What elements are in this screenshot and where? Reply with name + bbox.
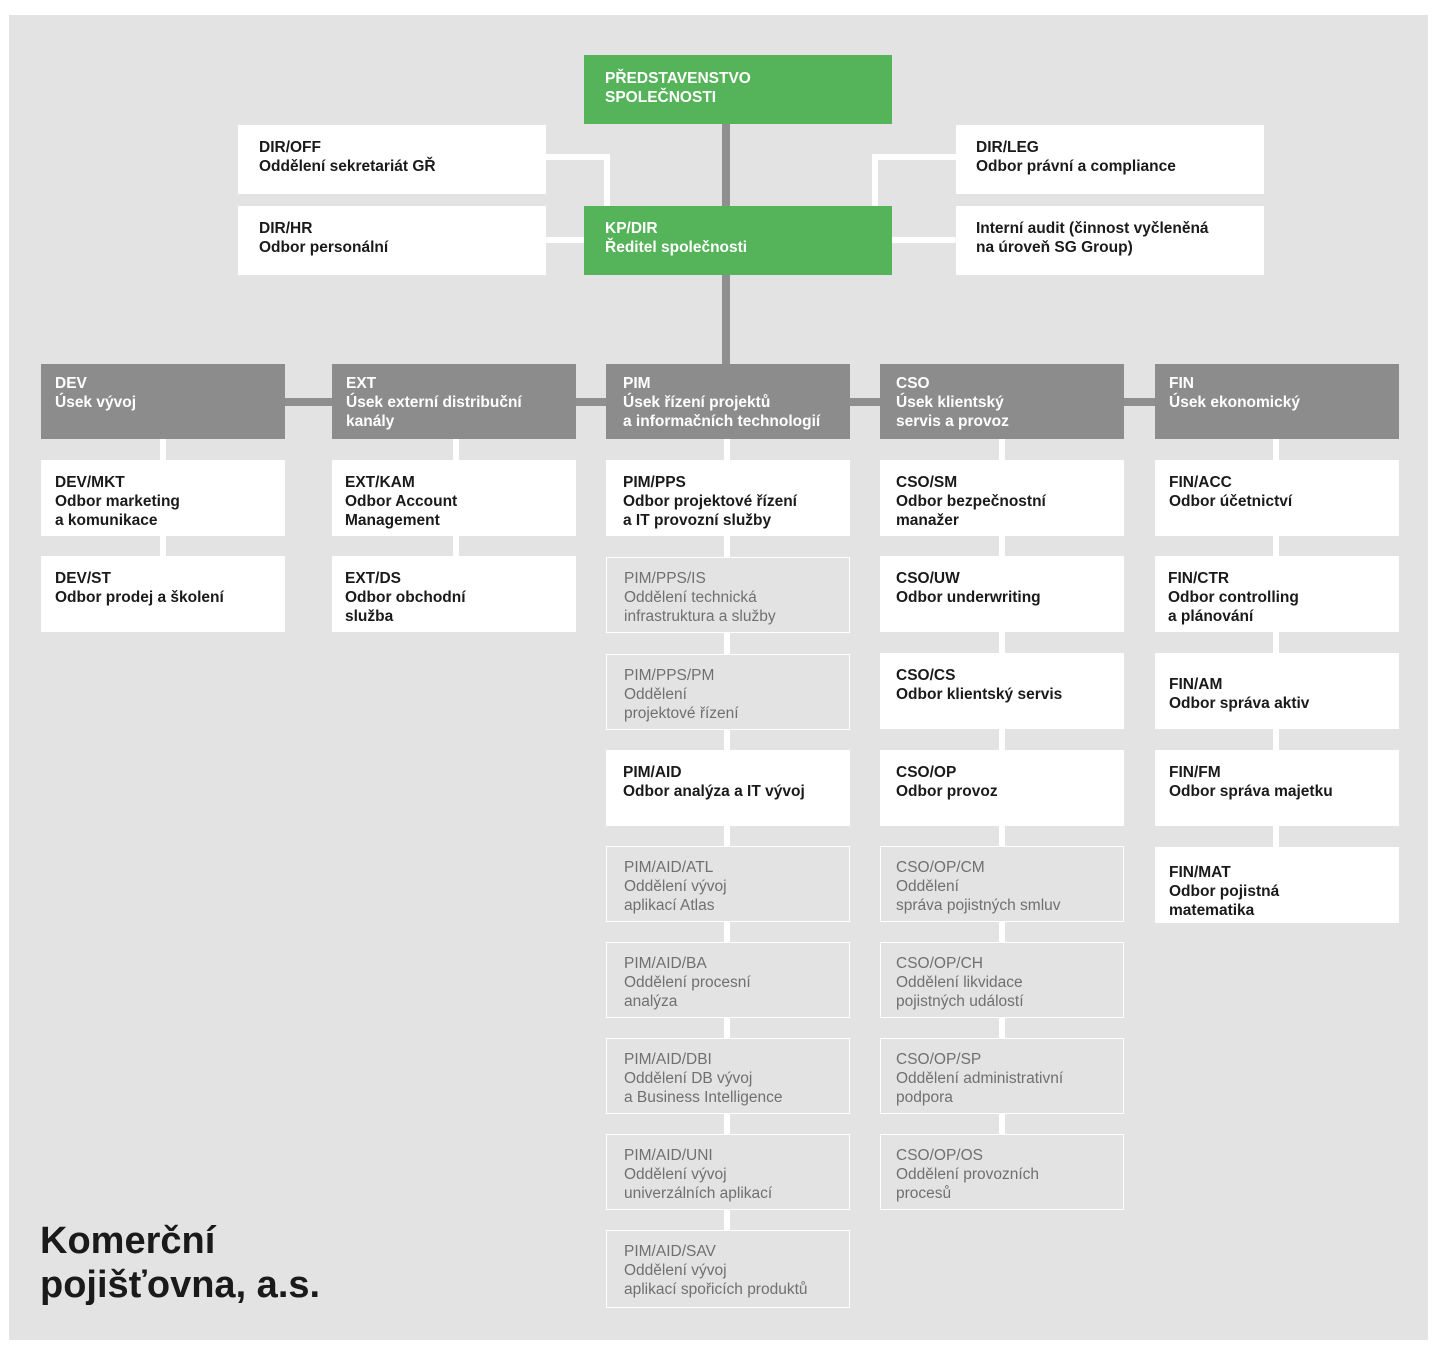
unit-fin-acc (1155, 460, 1399, 536)
dir-hr-name: Odbor personální (259, 239, 389, 256)
unit-name: Oddělení vývoj (624, 1166, 727, 1183)
board-title-line-1: PŘEDSTAVENSTVO (605, 70, 751, 87)
division-cso-code: CSO (896, 375, 930, 392)
unit-code: FIN/AM (1169, 676, 1223, 693)
unit-name: Odbor controlling (1168, 589, 1299, 606)
unit-name: Oddělení (624, 686, 687, 703)
unit-fin-ctr (1155, 556, 1399, 632)
unit-name: Odbor správa aktiv (1169, 695, 1310, 712)
director-code: KP/DIR (605, 220, 658, 237)
connector-dir-off-v (604, 154, 610, 206)
division-fin-code: FIN (1169, 375, 1194, 392)
connector-director-divisions (722, 275, 730, 365)
unit-dev-mkt (41, 460, 285, 536)
unit-cso-op-sp (880, 1038, 1124, 1114)
unit-name-2: a komunikace (55, 512, 158, 529)
dir-hr-box (238, 206, 546, 275)
dir-leg-code: DIR/LEG (976, 139, 1039, 156)
unit-name: Oddělení likvidace (896, 974, 1023, 991)
unit-pim-aid (606, 750, 850, 826)
division-fin-box (1155, 364, 1399, 439)
unit-ext-ds (332, 556, 576, 632)
unit-pim-pps (606, 460, 850, 536)
division-dev-name: Úsek vývoj (55, 394, 136, 411)
unit-name-2: aplikací Atlas (624, 897, 715, 914)
unit-name: Odbor pojistná (1169, 883, 1280, 900)
division-pim-name-2: a informačních technologií (623, 413, 821, 430)
unit-name-2: a IT provozní služby (623, 512, 772, 529)
unit-code: CSO/OP/OS (896, 1147, 983, 1164)
unit-name: Odbor provoz (896, 783, 998, 800)
unit-code: CSO/OP (896, 764, 957, 781)
division-fin-name: Úsek ekonomický (1169, 394, 1300, 411)
unit-name: Odbor správa majetku (1169, 783, 1333, 800)
division-cso-name-2: servis a provoz (896, 413, 1009, 430)
division-pim-name: Úsek řízení projektů (623, 394, 771, 411)
unit-fin-mat (1155, 847, 1399, 923)
unit-name: Oddělení procesní (624, 974, 751, 991)
division-ext-name: Úsek externí distribuční (346, 394, 522, 411)
unit-cso-op-os (880, 1134, 1124, 1210)
unit-code: CSO/OP/SP (896, 1051, 982, 1068)
division-cso-name: Úsek klientský (896, 394, 1004, 411)
unit-code: FIN/FM (1169, 764, 1221, 781)
unit-pim-aid-dbi (606, 1038, 850, 1114)
unit-pim-pps-pm (606, 654, 850, 730)
division-dev-code: DEV (55, 375, 87, 392)
unit-name-2: procesů (896, 1185, 952, 1202)
unit-name-2: podpora (896, 1089, 953, 1106)
unit-code: FIN/CTR (1168, 570, 1230, 587)
unit-fin-am (1155, 653, 1399, 729)
unit-code: EXT/KAM (345, 474, 415, 491)
board-of-directors-box (584, 55, 892, 124)
connector-dir-hr (546, 237, 586, 243)
unit-code: PIM/AID/DBI (624, 1051, 712, 1068)
unit-pim-pps-is (606, 557, 850, 633)
unit-name-2: infrastruktura a služby (624, 608, 776, 625)
unit-name-2: služba (345, 608, 394, 625)
unit-name: Odbor analýza a IT vývoj (623, 783, 805, 800)
division-ext-name-2: kanály (346, 413, 395, 430)
unit-name-2: pojistných událostí (896, 993, 1024, 1010)
unit-code: DEV/MKT (55, 474, 125, 491)
unit-pim-aid-uni (606, 1134, 850, 1210)
company-name-line-1: Komerční (40, 1220, 216, 1262)
unit-name: Oddělení technická (624, 589, 757, 606)
unit-name-2: a plánování (1168, 608, 1254, 625)
unit-code: PIM/PPS/IS (624, 570, 706, 587)
unit-name: Odbor obchodní (345, 589, 466, 606)
dir-leg-box (956, 125, 1264, 194)
unit-code: PIM/AID/BA (624, 955, 707, 972)
unit-code: PIM/AID/SAV (624, 1243, 716, 1260)
unit-name: Odbor klientský servis (896, 686, 1063, 703)
unit-name-2: univerzálních aplikací (624, 1185, 773, 1202)
unit-name-2: aplikací spořicích produktů (624, 1281, 808, 1298)
unit-code: PIM/AID/UNI (624, 1147, 713, 1164)
unit-cso-cs (880, 653, 1124, 729)
unit-pim-aid-atl (606, 846, 850, 922)
connector-board-director (722, 124, 730, 206)
unit-ext-kam (332, 460, 576, 536)
unit-name: Oddělení vývoj (624, 1262, 727, 1279)
unit-name-2: projektové řízení (624, 705, 739, 722)
unit-name-2: a Business Intelligence (624, 1089, 783, 1106)
dir-off-name: Oddělení sekretariát GŘ (259, 158, 436, 175)
unit-code: DEV/ST (55, 570, 111, 587)
unit-code: CSO/CS (896, 667, 956, 684)
unit-fin-fm (1155, 750, 1399, 826)
unit-code: EXT/DS (345, 570, 401, 587)
internal-audit-line-1: Interní audit (činnost vyčleněná (976, 220, 1209, 237)
unit-pim-aid-sav (606, 1230, 850, 1308)
unit-name: Odbor projektové řízení (623, 493, 797, 510)
unit-name: Odbor prodej a školení (55, 589, 224, 606)
company-name-line-2: pojišťovna, a.s. (40, 1264, 321, 1306)
unit-name: Odbor marketing (55, 493, 180, 510)
unit-name: Oddělení (896, 878, 959, 895)
connector-audit (890, 237, 958, 243)
unit-name: Odbor účetnictví (1169, 493, 1293, 510)
unit-name: Odbor Account (345, 493, 458, 510)
unit-code: CSO/OP/CH (896, 955, 983, 972)
unit-name: Odbor bezpečnostní (896, 493, 1046, 510)
division-cso-box (880, 364, 1124, 439)
connector-dir-off-h (546, 154, 610, 160)
division-pim-box (606, 364, 850, 439)
internal-audit-box (956, 206, 1264, 275)
unit-name: Oddělení administrativní (896, 1070, 1064, 1087)
unit-cso-uw (880, 556, 1124, 632)
unit-cso-op (880, 750, 1124, 826)
director-name: Ředitel společnosti (605, 239, 748, 256)
unit-code: FIN/ACC (1169, 474, 1232, 491)
unit-name: Odbor underwriting (896, 589, 1041, 606)
division-pim-code: PIM (623, 375, 651, 392)
division-ext-code: EXT (346, 375, 377, 392)
unit-cso-op-ch (880, 942, 1124, 1018)
connector-dir-leg-h (872, 154, 958, 160)
unit-cso-op-cm (880, 846, 1124, 922)
unit-name-2: manažer (896, 512, 959, 529)
unit-name-2: matematika (1169, 902, 1255, 919)
company-name (40, 1219, 320, 1307)
unit-name-2: Management (345, 512, 440, 529)
unit-name: Oddělení DB vývoj (624, 1070, 753, 1087)
dir-off-box (238, 125, 546, 194)
dir-leg-name: Odbor právní a compliance (976, 158, 1176, 175)
internal-audit-line-2: na úroveň SG Group) (976, 239, 1133, 256)
unit-code: CSO/UW (896, 570, 960, 587)
unit-code: CSO/SM (896, 474, 958, 491)
unit-code: FIN/MAT (1169, 864, 1231, 881)
division-ext-box (332, 364, 576, 439)
unit-code: PIM/AID/ATL (624, 859, 714, 876)
unit-code: PIM/AID (623, 764, 682, 781)
unit-name: Oddělení provozních (896, 1166, 1040, 1183)
unit-pim-aid-ba (606, 942, 850, 1018)
unit-code: PIM/PPS (623, 474, 686, 491)
board-title-line-2: SPOLEČNOSTI (605, 89, 717, 106)
unit-code: PIM/PPS/PM (624, 667, 715, 684)
connector-dir-leg-v (872, 154, 878, 206)
unit-name-2: analýza (624, 993, 678, 1010)
director-box (584, 206, 892, 275)
division-dev-box (41, 364, 285, 439)
unit-dev-st (41, 556, 285, 632)
unit-name-2: správa pojistných smluv (896, 897, 1061, 914)
unit-cso-sm (880, 460, 1124, 536)
dir-hr-code: DIR/HR (259, 220, 313, 237)
dir-off-code: DIR/OFF (259, 139, 321, 156)
unit-code: CSO/OP/CM (896, 859, 985, 876)
unit-name: Oddělení vývoj (624, 878, 727, 895)
